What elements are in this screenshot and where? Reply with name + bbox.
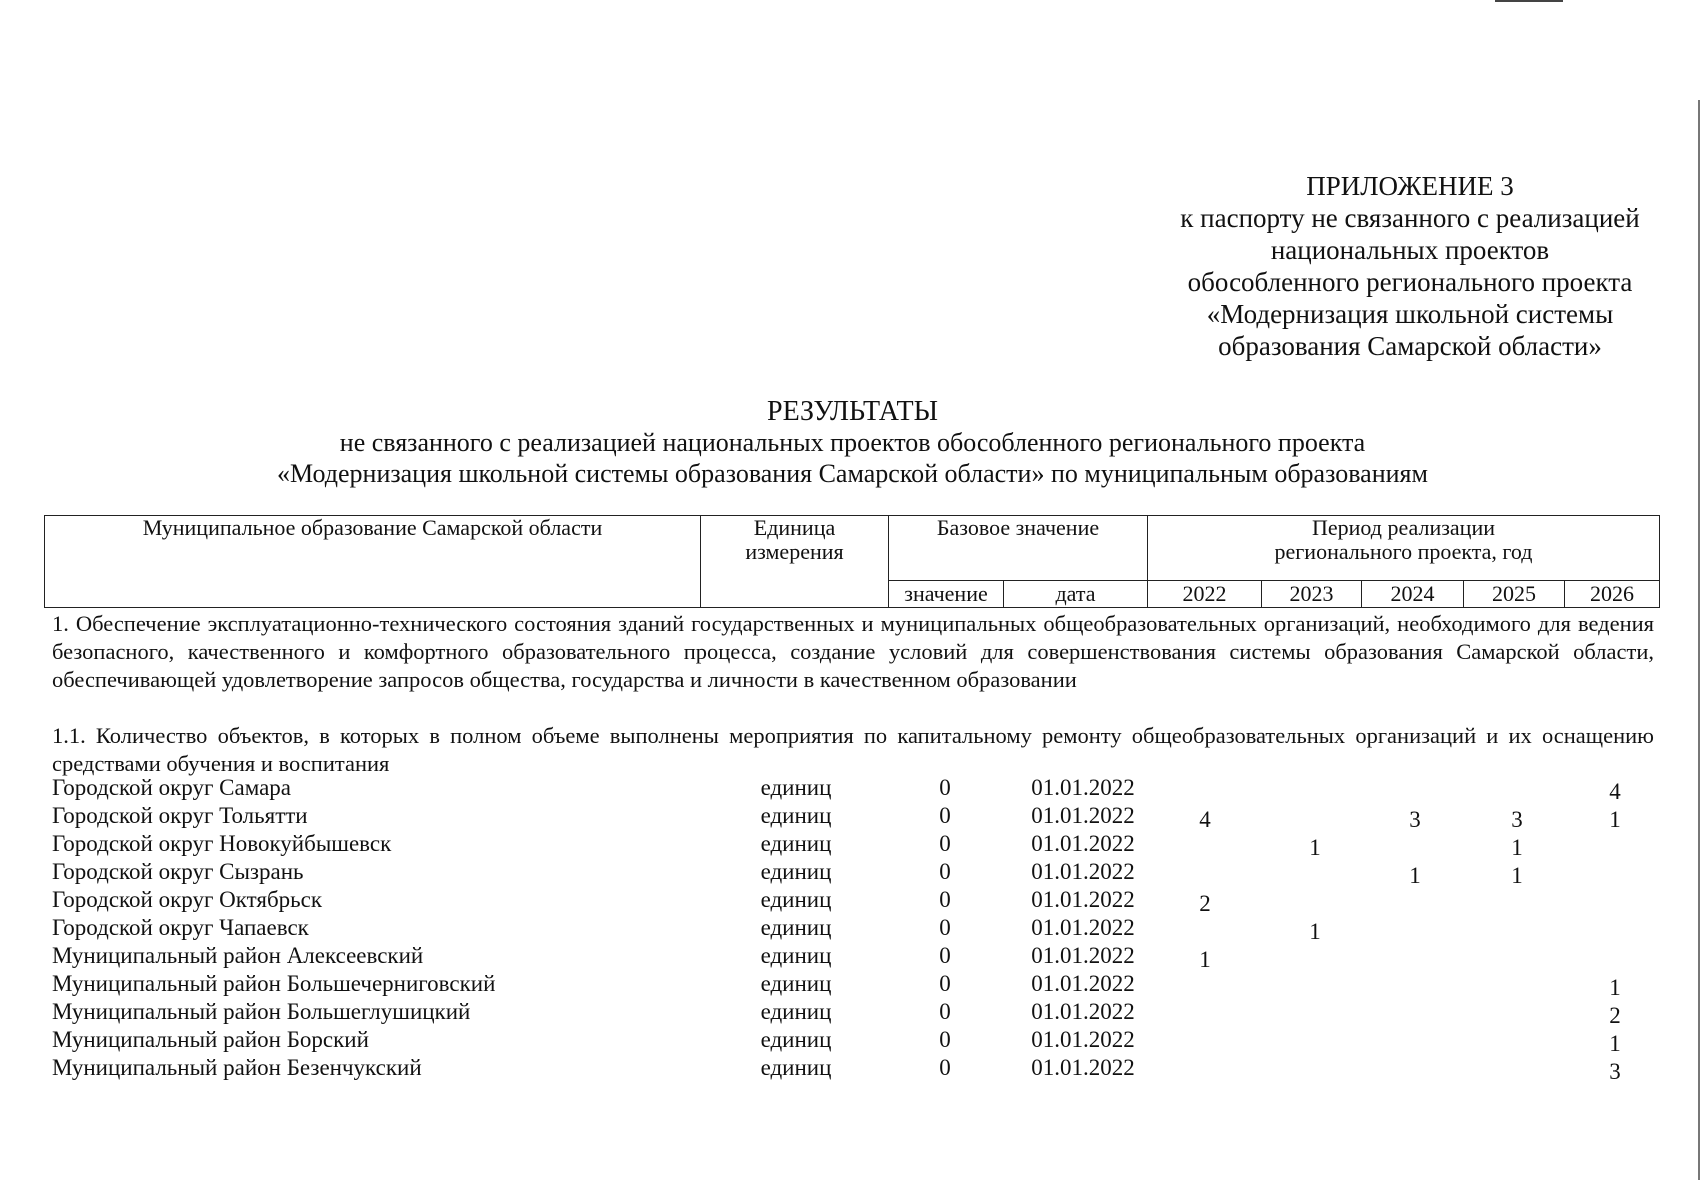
document-title: РЕЗУЛЬТАТЫ [767,396,938,427]
row-value-2026: 1 [1609,975,1621,1000]
row-municipality: Муниципальный район Безенчукский [52,1055,422,1080]
row-base-value: 0 [939,943,951,968]
row-base-value: 0 [939,859,951,884]
header-unit-line: измерения [745,539,844,564]
table-row [0,970,1705,998]
scan-mark [1495,0,1563,2]
row-base-value: 0 [939,887,951,912]
table-row [0,774,1705,802]
row-base-date: 01.01.2022 [1031,887,1135,912]
row-base-date: 01.01.2022 [1031,803,1135,828]
table-row [0,886,1705,914]
table-row [0,802,1705,830]
row-municipality: Городской округ Новокуйбышевск [52,831,392,856]
header-year: 2026 [1565,581,1660,608]
table-row [0,914,1705,942]
header-municipality: Муниципальное образование Самарской области [45,516,701,608]
table-row [0,858,1705,886]
table-row [0,942,1705,970]
header-base-value: Базовое значение [889,516,1148,581]
row-base-date: 01.01.2022 [1031,831,1135,856]
table-row [0,1026,1705,1054]
document-heading [0,396,1705,489]
row-value-2026: 2 [1609,1003,1621,1028]
row-base-value: 0 [939,1027,951,1052]
row-unit: единиц [760,859,832,884]
row-value-2022: 2 [1199,891,1211,916]
row-municipality: Городской округ Сызрань [52,859,304,884]
appendix-line: образования Самарской области» [1218,331,1602,361]
row-base-value: 0 [939,915,951,940]
row-base-value: 0 [939,803,951,828]
row-value-2022: 1 [1199,947,1211,972]
header-value: значение [889,581,1004,608]
row-unit: единиц [760,1055,832,1080]
row-municipality: Муниципальный район Большеглушицкий [52,999,471,1024]
section-1-1-text: 1.1. Количество объектов, в которых в полном объеме выполнены мероприятия по капитальному ремонту общеобразовательных организаций и их оснащению средствами обучения и воспитания [52,723,1654,776]
appendix-line: обособленного регионального проекта [1187,267,1633,297]
header-year: 2025 [1464,581,1565,608]
row-value-2026: 3 [1609,1059,1621,1084]
row-unit: единиц [760,915,832,940]
row-base-date: 01.01.2022 [1031,1027,1135,1052]
row-value-2026: 1 [1609,807,1621,832]
row-base-value: 0 [939,775,951,800]
row-municipality: Муниципальный район Большечерниговский [52,971,496,996]
appendix-line: национальных проектов [1270,235,1550,265]
appendix-block [1150,170,1670,362]
section-1-text: 1. Обеспечение эксплуатационно-технического состояния зданий государственных и муниципальных общеобразовательных организаций, необходимого для ведения безопасного, качественного и комфортного образовательного процесса, создание условий для совершенствования системы образования Самарской области, обеспечивающей удовлетворение запросов общества, государства и личности в качественном образовании [52,611,1654,692]
row-value-2026: 4 [1609,779,1621,804]
row-value-2024: 1 [1409,863,1421,888]
header-year: 2022 [1148,581,1262,608]
header-unit-line: Единица [753,515,836,540]
row-value-2022: 4 [1199,807,1211,832]
row-base-date: 01.01.2022 [1031,915,1135,940]
row-value-2025: 3 [1511,807,1523,832]
row-municipality: Муниципальный район Алексеевский [52,943,424,968]
row-municipality: Городской округ Самара [52,775,292,800]
header-period [1148,516,1660,581]
header-year: 2023 [1262,581,1362,608]
appendix-line: к паспорту не связанного с реализацией [1180,203,1640,233]
row-base-date: 01.01.2022 [1031,943,1135,968]
row-value-2025: 1 [1511,863,1523,888]
row-base-value: 0 [939,1055,951,1080]
row-municipality: Городской округ Октябрьск [52,887,323,912]
row-unit: единиц [760,887,832,912]
table-row [0,1054,1705,1082]
row-base-date: 01.01.2022 [1031,971,1135,996]
row-value-2025: 1 [1511,835,1523,860]
header-unit [701,516,889,608]
header-period-line: Период реализации [1311,515,1495,540]
header-period-line: регионального проекта, год [1274,539,1533,564]
results-table-header [44,515,1660,608]
row-municipality: Городской округ Чапаевск [52,915,309,940]
row-base-date: 01.01.2022 [1031,1055,1135,1080]
row-base-value: 0 [939,999,951,1024]
row-value-2023: 1 [1309,919,1321,944]
row-base-date: 01.01.2022 [1031,775,1135,800]
header-year: 2024 [1362,581,1464,608]
row-unit: единиц [760,999,832,1024]
appendix-line: «Модернизация школьной системы [1206,299,1614,329]
row-base-value: 0 [939,831,951,856]
row-value-2023: 1 [1309,835,1321,860]
table-row [0,830,1705,858]
row-unit: единиц [760,803,832,828]
row-municipality: Городской округ Тольятти [52,803,308,828]
row-value-2026: 1 [1609,1031,1621,1056]
header-date: дата [1004,581,1148,608]
row-base-value: 0 [939,971,951,996]
row-unit: единиц [760,943,832,968]
document-subtitle-line: «Модернизация школьной системы образования Самарской области» по муниципальным образованиям [277,459,1428,488]
appendix-title: ПРИЛОЖЕНИЕ 3 [1306,171,1514,201]
row-value-2024: 3 [1409,807,1421,832]
row-base-date: 01.01.2022 [1031,859,1135,884]
row-unit: единиц [760,831,832,856]
table-row [0,998,1705,1026]
row-base-date: 01.01.2022 [1031,999,1135,1024]
row-unit: единиц [760,775,832,800]
row-unit: единиц [760,1027,832,1052]
document-subtitle-line: не связанного с реализацией национальных проектов обособленного регионального проекта [339,428,1366,457]
row-municipality: Муниципальный район Борский [52,1027,369,1052]
row-unit: единиц [760,971,832,996]
